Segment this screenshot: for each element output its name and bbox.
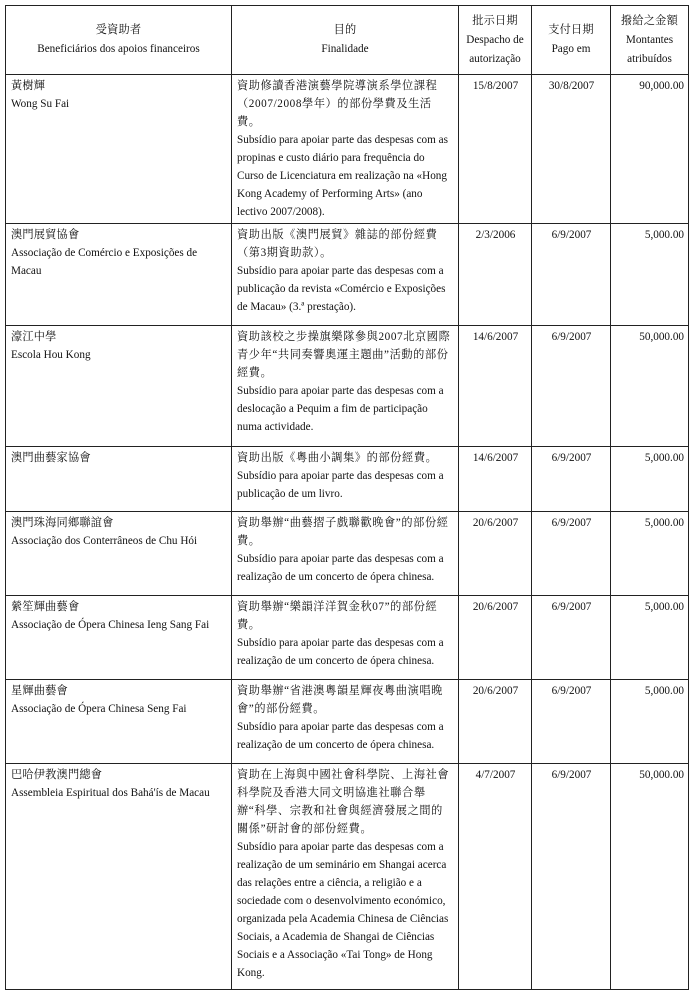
beneficiary-cell — [6, 447, 232, 512]
purpose-zh: 資助出版《粵曲小調集》的部份經費。 — [237, 452, 438, 464]
beneficiary-name-zh: 濠江中學 — [11, 331, 57, 343]
beneficiary-name-pt: Associação de Ópera Chinesa Seng Fai — [11, 703, 187, 715]
payment-date: 6/9/2007 — [532, 326, 611, 447]
purpose-pt: Subsídio para apoiar parte das despesas com a realização de um concerto de ópera chinesa. — [237, 721, 444, 751]
amount: 50,000.00 — [611, 326, 689, 447]
amount: 5,000.00 — [611, 447, 689, 512]
purpose-cell — [232, 596, 459, 680]
beneficiary-name-zh: 澳門展貿協會 — [11, 229, 80, 241]
purpose-pt: Subsídio para apoiar parte das despesas com as propinas e custo diário para frequência do Curso de Licenciatura em realização na «Hong Kong Academy of Performing Arts» (ano lectivo 2007/2008). — [237, 134, 448, 218]
purpose-zh: 資助舉辦“曲藝摺子戲聯歡晚會”的部份經費。 — [237, 517, 449, 547]
purpose-cell — [232, 764, 459, 990]
payment-date: 6/9/2007 — [532, 512, 611, 596]
authorization-date: 14/6/2007 — [459, 326, 532, 447]
header-row — [6, 6, 689, 75]
purpose-cell — [232, 75, 459, 224]
purpose-cell — [232, 680, 459, 764]
amount: 90,000.00 — [611, 75, 689, 224]
beneficiary-cell — [6, 224, 232, 326]
purpose-cell — [232, 326, 459, 447]
payment-date: 6/9/2007 — [532, 447, 611, 512]
authorization-date: 20/6/2007 — [459, 680, 532, 764]
header-purpose-zh: 目的 — [333, 24, 357, 36]
grants-table — [5, 5, 689, 990]
beneficiary-cell — [6, 596, 232, 680]
purpose-pt: Subsídio para apoiar parte das despesas com a deslocação a Pequim a fim de participação numa actividade. — [237, 385, 444, 433]
purpose-zh: 資助出版《澳門展貿》雜誌的部份經費（第3期資助款）。 — [237, 229, 438, 259]
authorization-date: 20/6/2007 — [459, 512, 532, 596]
purpose-zh: 資助修讀香港演藝學院導演系學位課程（2007/2008學年）的部份學費及生活費。 — [237, 80, 438, 128]
payment-date: 6/9/2007 — [532, 596, 611, 680]
beneficiary-cell — [6, 680, 232, 764]
header-authorization-date — [459, 6, 532, 75]
authorization-date: 14/6/2007 — [459, 447, 532, 512]
header-purpose-pt: Finalidade — [321, 43, 369, 55]
table-row — [6, 680, 689, 764]
header-payment-date-pt: Pago em — [551, 43, 591, 55]
table-row — [6, 326, 689, 447]
amount: 5,000.00 — [611, 596, 689, 680]
header-payment-date — [532, 6, 611, 75]
purpose-cell — [232, 512, 459, 596]
purpose-cell — [232, 447, 459, 512]
header-amount-zh: 撥給之金額 — [621, 14, 678, 27]
amount: 5,000.00 — [611, 512, 689, 596]
authorization-date: 2/3/2006 — [459, 224, 532, 326]
purpose-pt: Subsídio para apoiar parte das despesas com a realização de um concerto de ópera chinesa. — [237, 553, 444, 583]
beneficiary-name-pt: Associação de Ópera Chinesa Ieng Sang Fai — [11, 619, 210, 631]
purpose-zh: 資助舉辦“省港澳粵韻星輝夜粵曲演唱晚會”的部份經費。 — [237, 685, 443, 715]
header-payment-date-zh: 支付日期 — [548, 24, 594, 36]
table-row — [6, 764, 689, 990]
table-row — [6, 512, 689, 596]
purpose-pt: Subsídio para apoiar parte das despesas com a publicação da revista «Comércio e Exposições de Macau» (3.ª prestação). — [237, 265, 446, 313]
purpose-cell — [232, 224, 459, 326]
beneficiary-name-pt: Assembleia Espiritual dos Bahá'ís de Macau — [11, 787, 210, 799]
payment-date: 6/9/2007 — [532, 764, 611, 990]
beneficiary-name-zh: 澳門曲藝家協會 — [11, 452, 91, 464]
header-beneficiary-zh: 受資助者 — [95, 24, 142, 36]
amount: 5,000.00 — [611, 680, 689, 764]
authorization-date: 15/8/2007 — [459, 75, 532, 224]
beneficiary-name-pt: Associação dos Conterrâneos de Chu Hói — [11, 535, 198, 547]
beneficiary-cell — [6, 512, 232, 596]
payment-date: 6/9/2007 — [532, 224, 611, 326]
table-header — [6, 6, 689, 75]
header-amount-pt: Montantes atribuídos — [625, 33, 674, 65]
header-authorization-date-zh: 批示日期 — [472, 14, 518, 27]
beneficiary-cell — [6, 75, 232, 224]
purpose-pt: Subsídio para apoiar parte das despesas com a realização de um seminário em Shangai acerca das relações entre a ciência, a religião e a sociedade com o desenvolvimento económico, organizada pela Academia Chinesa de Ciências Sociais, a Academia de Shangai de Ciências Sociais e a Associação «Tai Tong» de Hong Kong. — [237, 841, 449, 979]
header-amount — [611, 6, 689, 75]
payment-date: 6/9/2007 — [532, 680, 611, 764]
table-row — [6, 224, 689, 326]
purpose-pt: Subsídio para apoiar parte das despesas com a publicação de um livro. — [237, 470, 444, 500]
header-purpose — [232, 6, 459, 75]
authorization-date: 20/6/2007 — [459, 596, 532, 680]
beneficiary-name-zh: 星輝曲藝會 — [11, 685, 68, 697]
purpose-zh: 資助在上海與中國社會科學院、上海社會科學院及香港大同文明協進社聯合舉辦“科學、宗教和社會與經濟發展之間的關係”研討會的部份經費。 — [237, 769, 450, 835]
header-authorization-date-pt: Despacho de autorização — [466, 33, 524, 65]
table-body — [6, 75, 689, 990]
table-row — [6, 75, 689, 224]
amount: 50,000.00 — [611, 764, 689, 990]
header-beneficiary — [6, 6, 232, 75]
beneficiary-name-zh: 巴哈伊教澳門總會 — [11, 769, 103, 781]
table-row — [6, 447, 689, 512]
purpose-zh: 資助舉辦“樂韻洋洋賀金秋07”的部份經費。 — [237, 601, 438, 631]
beneficiary-name-zh: 縈笙輝曲藝會 — [11, 601, 80, 613]
beneficiary-name-pt: Wong Su Fai — [11, 98, 70, 110]
beneficiary-cell — [6, 326, 232, 447]
beneficiary-name-zh: 黃樹輝 — [11, 80, 46, 92]
beneficiary-name-zh: 澳門珠海同鄉聯誼會 — [11, 517, 114, 529]
header-beneficiary-pt: Beneficiários dos apoios financeiros — [37, 43, 200, 55]
purpose-pt: Subsídio para apoiar parte das despesas com a realização de um concerto de ópera chinesa. — [237, 637, 444, 667]
authorization-date: 4/7/2007 — [459, 764, 532, 990]
beneficiary-name-pt: Associação de Comércio e Exposições de Macau — [11, 247, 198, 277]
purpose-zh: 資助該校之步操旗樂隊參與2007北京國際青少年“共同奏響奧運主題曲”活動的部份經費。 — [237, 331, 451, 379]
payment-date: 30/8/2007 — [532, 75, 611, 224]
beneficiary-cell — [6, 764, 232, 990]
beneficiary-name-pt: Escola Hou Kong — [11, 349, 91, 361]
amount: 5,000.00 — [611, 224, 689, 326]
table-row — [6, 596, 689, 680]
